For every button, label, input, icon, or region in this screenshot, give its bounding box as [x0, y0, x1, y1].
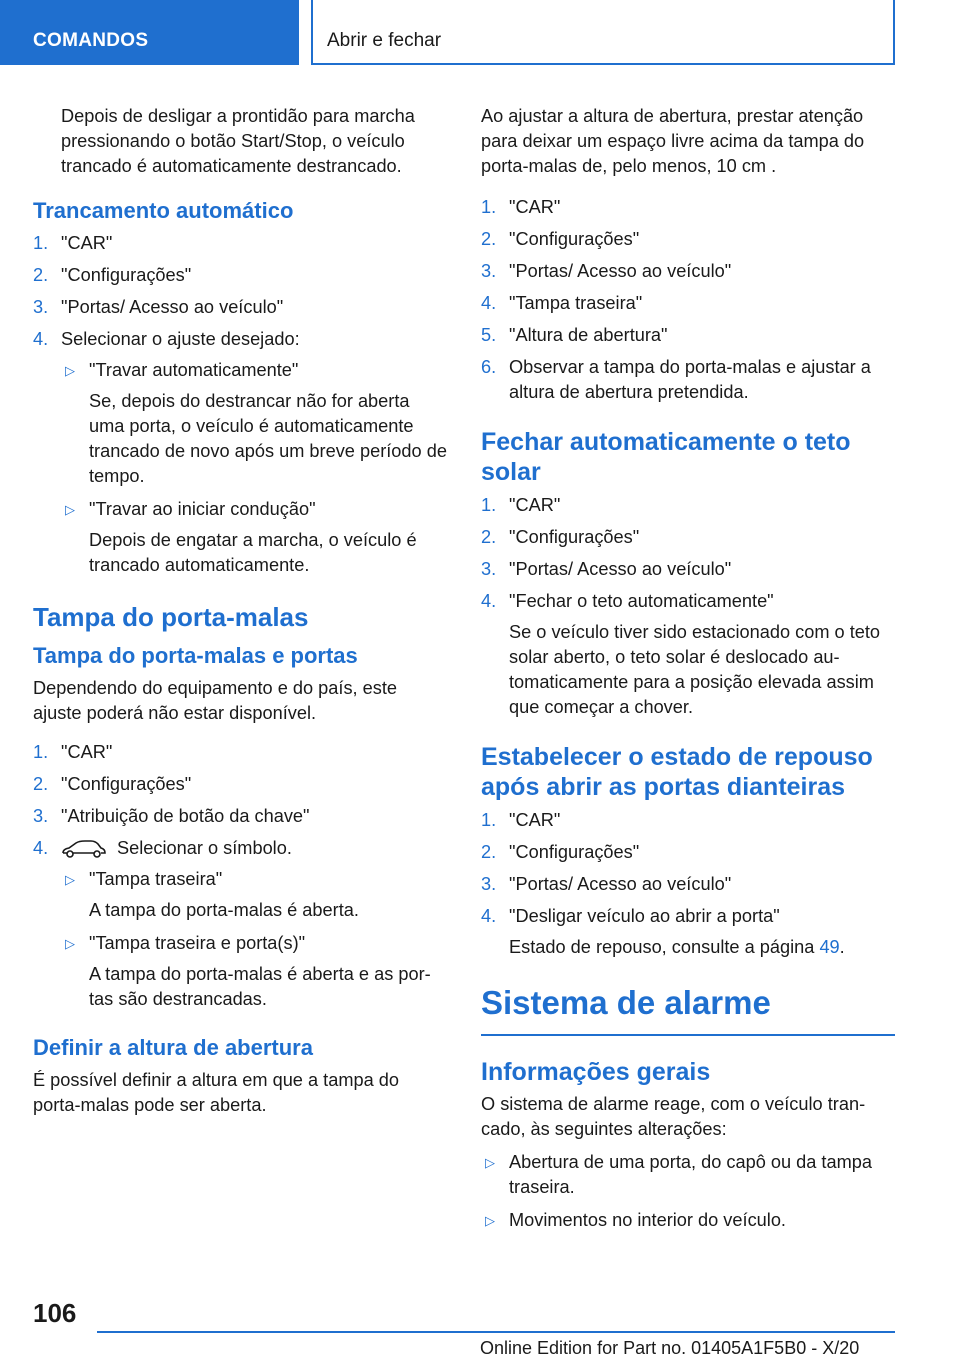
- option-item: ▷ "Tampa traseira e porta(s)" A tampa do porta-malas é aberta e as por-tas são destrancadas.: [65, 933, 431, 1009]
- height-steps: [481, 195, 895, 405]
- section-tab: [0, 0, 299, 65]
- intro-paragraph: Depois de desligar a prontidão para marcha pressionando o botão Start/Stop, o veículo trancado é automaticamente destrancado.: [61, 106, 415, 176]
- option-item: ▷ "Travar ao iniciar condução" Depois de engatar a marcha, o veículo é trancado automaticamente.: [65, 499, 417, 575]
- triangle-bullet-icon: ▷: [65, 936, 75, 951]
- rest-state-steps: [481, 808, 895, 960]
- triangle-bullet-icon: ▷: [485, 1213, 495, 1228]
- list-item: 4. "Desligar veículo ao abrir a porta" Estado de repouso, consulte a página 49.: [481, 904, 895, 960]
- triangle-bullet-icon: ▷: [65, 502, 75, 517]
- list-item: 1. "CAR": [33, 742, 113, 762]
- trunk-doors-steps: [33, 740, 447, 1012]
- sunroof-description: Se o veículo tiver sido estacionado com o teto solar aberto, o teto solar é deslocado au-tomaticamente para a posição elevada assim que começar a chover.: [509, 622, 881, 717]
- edition-footer: Online Edition for Part no. 01405A1F5B0 - X/20: [480, 1338, 860, 1358]
- alarm-bullets: [481, 1150, 895, 1233]
- car-trunk-icon: [61, 840, 107, 858]
- height-note: Ao ajustar a altura de abertura, prestar atenção para deixar um espaço livre acima da tampa do porta-malas de, pelo menos, 10 cm .: [481, 106, 865, 176]
- footer-divider: [97, 1331, 895, 1333]
- trunk-doors-intro: Dependendo do equipamento e do país, este ajuste poderá não estar disponível.: [33, 678, 398, 723]
- page-number: 106: [33, 1298, 77, 1328]
- sunroof-steps: [481, 493, 895, 720]
- list-item: 3. "Portas/ Acesso ao veículo": [33, 297, 284, 317]
- triangle-bullet-icon: ▷: [65, 872, 75, 887]
- option-item: ▷ "Travar automaticamente" Se, depois do destrancar não for aberta uma porta, o veículo é automaticamente trancado de novo após um breve período de tempo.: [65, 360, 447, 486]
- list-item: 2. "Configurações": [481, 229, 640, 249]
- rest-state-heading: Estabelecer o estado de repouso após abrir as portas dianteiras: [481, 743, 873, 801]
- trunk-doors-options: [61, 867, 447, 1012]
- chapter-header: [311, 0, 895, 65]
- list-item: 4. "Fechar o teto automaticamente" Se o veículo tiver sido estacionado com o teto solar aberto, o teto solar é deslocado au-tomaticamente para a posição elevada assim que começar a chover.: [481, 589, 895, 720]
- auto-lock-heading: Trancamento automático: [33, 198, 294, 223]
- list-item: 3. "Portas/ Acesso ao veículo": [481, 559, 732, 579]
- trunk-doors-heading: Tampa do porta-malas e portas: [33, 643, 358, 668]
- general-info-heading: Informações gerais: [481, 1058, 711, 1086]
- list-item: 3. "Portas/ Acesso ao veículo": [481, 261, 732, 281]
- list-item: 4. "Tampa traseira": [481, 293, 643, 313]
- list-item: 5. "Altura de abertura": [481, 325, 668, 345]
- list-item: ▷ Movimentos no interior do veículo.: [481, 1208, 895, 1233]
- auto-lock-options: [61, 358, 447, 578]
- list-item: ▷ Abertura de uma porta, do capô ou da tampa traseira.: [485, 1152, 872, 1197]
- option-item: ▷ "Tampa traseira" A tampa do porta-malas é aberta.: [65, 869, 359, 920]
- opening-height-heading: Definir a altura de abertura: [33, 1035, 313, 1060]
- list-item: 6. Observar a tampa do porta-malas e ajustar a altura de abertura pretendida.: [481, 357, 871, 402]
- opening-height-intro: É possível definir a altura em que a tampa do porta-malas pode ser aberta.: [33, 1070, 399, 1115]
- left-column: [33, 104, 447, 1132]
- list-item: 1. "CAR": [481, 810, 561, 830]
- list-item: 2. "Configurações": [33, 774, 192, 794]
- alarm-system-heading: Sistema de alarme: [481, 984, 895, 1036]
- section-label: COMANDOS: [33, 30, 149, 51]
- list-item: 3. "Atribuição de botão da chave": [33, 806, 310, 826]
- sunroof-heading: Fechar automaticamente o teto solar: [481, 428, 851, 486]
- page-reference-link[interactable]: 49: [819, 937, 840, 957]
- rest-state-description: Estado de repouso, consulte a página 49.: [509, 937, 845, 957]
- alarm-intro: O sistema de alarme reage, com o veículo tran-cado, às seguintes alterações:: [481, 1094, 866, 1139]
- list-item: 2. "Configurações": [481, 527, 640, 547]
- list-item: 4. Selecionar o ajuste desejado: ▷ "Travar automaticamente" Se, depois do destrancar não for aberta uma porta, o veículo é automaticamente trancado de novo após um breve período de tempo. ▷ "Travar ao iniciar condução" Depois de engatar a marcha, o veículo é trancado automaticamente.: [33, 327, 447, 578]
- list-item: 2. "Configurações": [33, 265, 192, 285]
- triangle-bullet-icon: ▷: [65, 363, 75, 378]
- right-column: [481, 104, 895, 1241]
- list-item: 1. "CAR": [481, 197, 561, 217]
- trunk-heading: Tampa do porta-malas: [33, 602, 309, 632]
- auto-lock-steps: [33, 231, 447, 578]
- chapter-label: Abrir e fechar: [327, 30, 442, 51]
- list-item: 1. "CAR": [33, 233, 113, 253]
- list-item: 3. "Portas/ Acesso ao veículo": [481, 874, 732, 894]
- list-item: 2. "Configurações": [481, 842, 640, 862]
- triangle-bullet-icon: ▷: [485, 1155, 495, 1170]
- list-item: 1. "CAR": [481, 495, 561, 515]
- list-item: 4. Selecionar o símbolo. ▷ "Tampa traseira" A tampa do porta-malas é aberta. ▷ "Tampa traseira e porta(s)" A tampa do porta-malas é aberta e as por-tas são destrancadas.: [33, 836, 447, 1012]
